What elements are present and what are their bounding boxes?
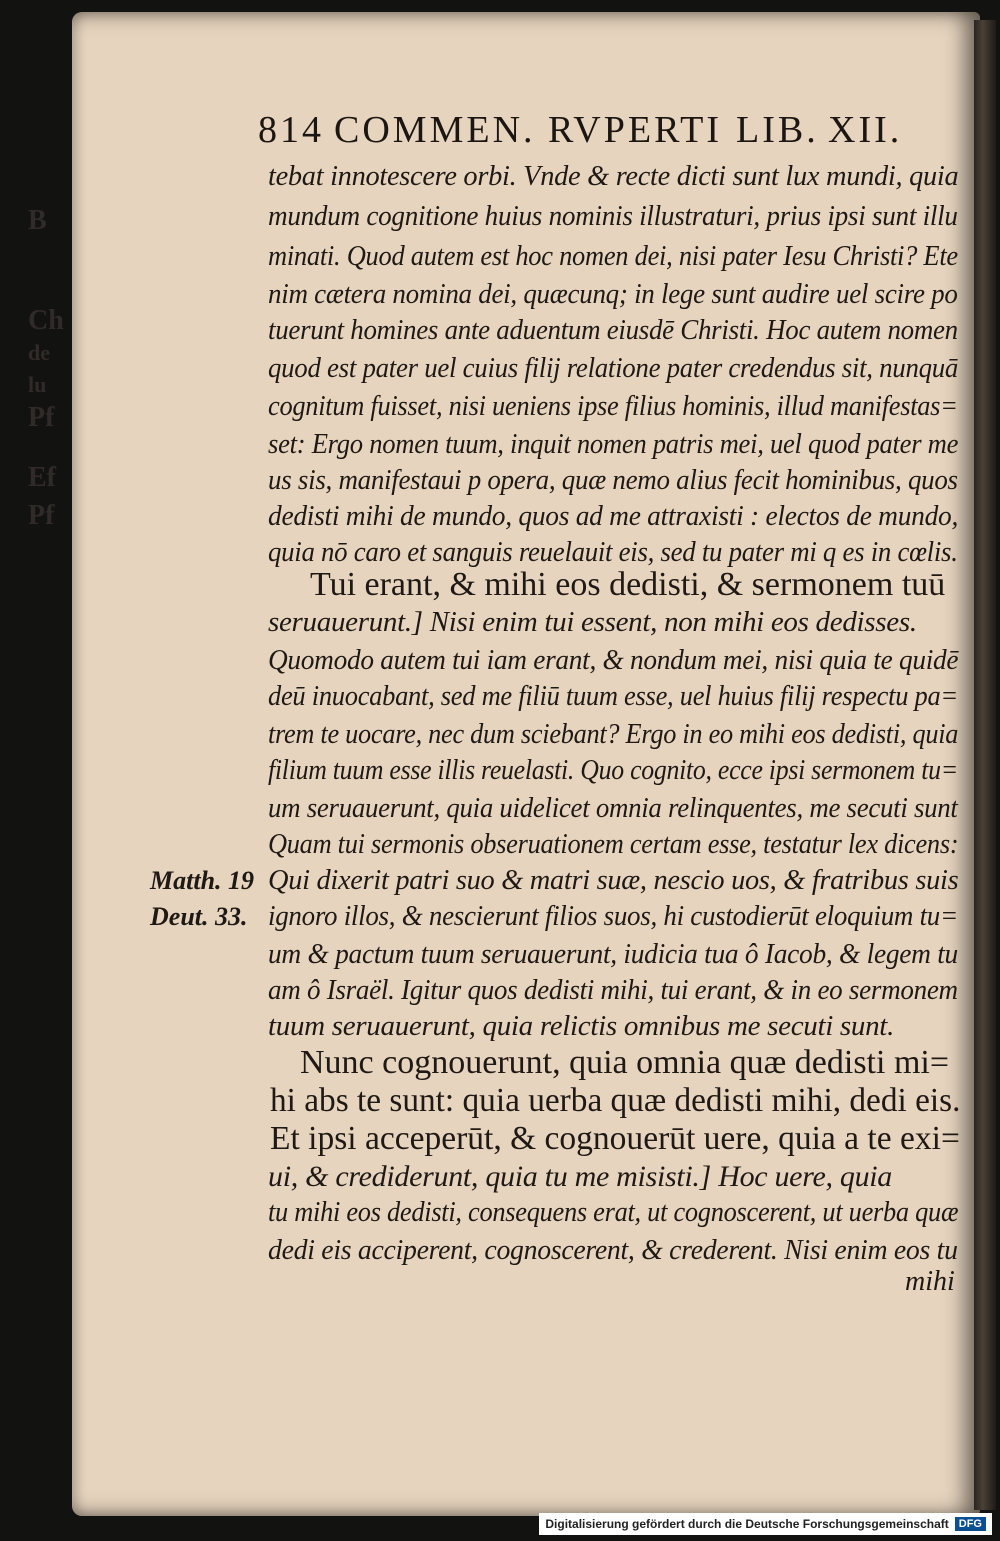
running-book: LIB. [736,109,819,151]
text-line: am ô Israël. Igitur quos dedisti mihi, tui erant, & in eo sermonem [268,974,958,1006]
running-book-number: XII. [828,109,903,151]
digitization-footer [539,1513,992,1535]
dfg-logo-icon: DFG [955,1517,986,1531]
text-line: dedisti mihi de mundo, quos ad me attraxisti : electos de mundo, [268,500,959,532]
text-line: tu mihi eos dedisti, consequens erat, ut cognoscerent, ut uerba quæ [268,1196,959,1228]
bleed-through-mark: lu [28,372,47,397]
text-line: ignoro illos, & nescierunt filios suos, hi custodierūt eloquium tu= [268,900,958,932]
running-title: COMMEN. [334,109,536,151]
bleed-through-mark: Pf [28,402,55,433]
text-line: set: Ergo nomen tuum, inquit nomen patris mei, uel quod pater me [268,428,959,460]
text-line: Qui dixerit patri suo & matri suæ, nescio uos, & fratribus suis [268,864,959,896]
margin-note-matthew: Matth. 19 [150,866,255,895]
text-line: um & pactum tuum seruauerunt, iudicia tua ô Iacob, & legem tu [268,938,958,970]
text-line: mundum cognitione huius nominis illustraturi, prius ipsi sunt illu [268,200,958,232]
bleed-through-mark: Ch [28,305,64,336]
text-line: quod est pater uel cuius filij relatione pater credendus sit, nunquā [268,352,959,384]
text-line: tebat innotescere orbi. Vnde & recte dicti sunt lux mundi, quia [268,160,959,192]
text-line: Quomodo autem tui iam erant, & nondum mei, nisi quia te quidē [268,644,959,676]
text-line: nim cætera nomina dei, quæcunq; in lege sunt audire uel scire po [268,278,958,310]
text-line: cognitum fuisset, nisi ueniens ipse filius hominis, illud manifestas= [268,390,958,422]
running-header [258,108,918,152]
lemma-line: Tui erant, & mihi eos dedisti, & sermonem tuū [310,566,946,603]
text-line: seruauerunt.] Nisi enim tui essent, non mihi eos dedisses. [268,606,917,638]
text-line: um seruauerunt, quia uidelicet omnia relinquentes, me secuti sunt [268,792,958,824]
bleed-through-mark: Pf [28,500,55,531]
text-line: us sis, manifestaui p opera, quæ nemo alius fecit hominibus, quos [268,464,958,496]
book-spine [974,20,996,1510]
bleed-through-mark: B [28,205,47,236]
lemma-line: Nunc cognouerunt, quia omnia quæ dedisti mi= [300,1044,950,1081]
page-number: 814 [258,109,324,151]
text-line: tuerunt homines ante aduentum eiusdē Christi. Hoc autem nomen [268,314,958,346]
text-line: trem te uocare, nec dum sciebant? Ergo in eo mihi eos dedisti, quia [268,718,959,750]
catchword: mihi [905,1266,955,1297]
bleed-through-mark: Ef [28,462,56,493]
text-line: Quam tui sermonis obseruationem certam esse, testatur lex dicens: [268,828,959,860]
text-line: dedi eis acciperent, cognoscerent, & crederent. Nisi enim eos tu [268,1234,958,1266]
footer-credit-text: Digitalisierung gefördert durch die Deutsche Forschungsgemeinschaft [545,1517,949,1531]
running-author: RVPERTI [548,109,723,151]
text-line: deū inuocabant, sed me filiū tuum esse, uel huius filij respectu pa= [268,680,959,712]
bleed-through-mark: de [28,340,50,365]
lemma-line: Et ipsi acceperūt, & cognouerūt uere, quia a te exi= [270,1120,960,1157]
margin-note-deuteronomy: Deut. 33. [150,902,248,931]
text-line: tuum seruauerunt, quia relictis omnibus me secuti sunt. [268,1010,895,1042]
text-line: minati. Quod autem est hoc nomen dei, nisi pater Iesu Christi? Ete [268,240,958,272]
text-line: filium tuum esse illis reuelasti. Quo cognito, ecce ipsi sermonem tu= [268,754,958,786]
text-line: ui, & crediderunt, quia tu me misisti.] Hoc uere, quia [268,1160,893,1193]
text-line: quia nō caro et sanguis reuelauit eis, sed tu pater mi q es in cœlis. [268,536,958,568]
lemma-line: hi abs te sunt: quia uerba quæ dedisti mihi, dedi eis. [270,1082,961,1119]
